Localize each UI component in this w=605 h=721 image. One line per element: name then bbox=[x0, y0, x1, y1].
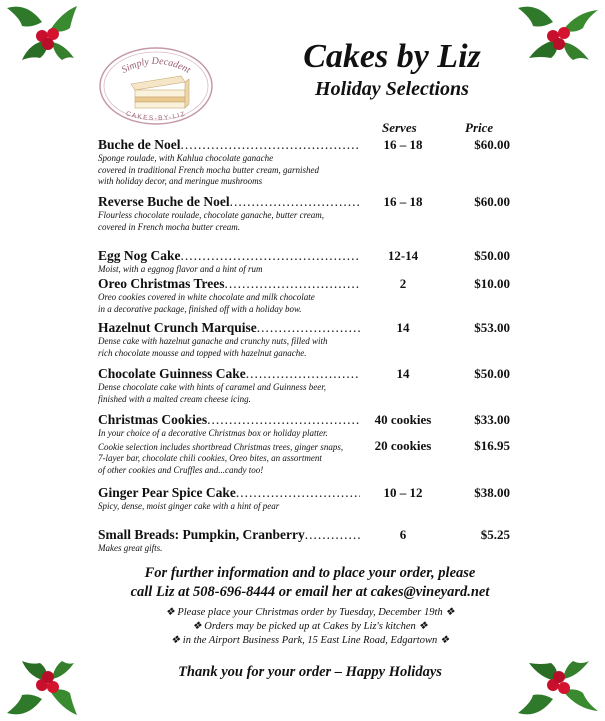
item-price: $33.00 bbox=[474, 412, 510, 427]
menu-item bbox=[98, 320, 518, 359]
item-price: $38.00 bbox=[474, 485, 510, 500]
item-name: Christmas Cookies bbox=[98, 412, 208, 427]
item-price: $50.00 bbox=[474, 248, 510, 263]
item-serves: 40 cookies bbox=[374, 412, 432, 427]
item-price: $50.00 bbox=[474, 366, 510, 381]
item-name: Reverse Buche de Noel bbox=[98, 194, 230, 209]
item-serves-alt: 20 cookies bbox=[374, 438, 432, 453]
item-name: Oreo Christmas Trees bbox=[98, 276, 225, 291]
item-serves: 2 bbox=[399, 276, 407, 291]
item-description: Oreo cookies covered in white chocolate and milk chocolate in a decorative package, finished off with a holiday bow. bbox=[98, 292, 315, 314]
svg-text:CAKES-BY-LIZ bbox=[125, 110, 187, 122]
item-price: $60.00 bbox=[474, 137, 510, 152]
menu-item bbox=[98, 248, 518, 276]
item-price: $10.00 bbox=[474, 276, 510, 291]
item-description: Sponge roulade, with Kahlua chocolate ganache covered in traditional French mocha butter cream, garnished with holiday decor, and meringue mushrooms bbox=[98, 153, 319, 186]
holly-decoration-icon bbox=[513, 0, 603, 72]
item-serves: 10 – 12 bbox=[383, 485, 423, 500]
item-serves: 6 bbox=[399, 527, 407, 542]
holly-decoration-icon bbox=[2, 0, 92, 72]
item-description: Spicy, dense, moist ginger cake with a hint of pear bbox=[98, 501, 280, 511]
menu-item bbox=[98, 276, 518, 315]
order-info: For further information and to place your order, please call Liz at 508-696-8444 or email her at cakes@vineyard.net bbox=[130, 565, 490, 600]
item-serves: 14 bbox=[396, 320, 410, 335]
logo-bottom-text: CAKES-BY-LIZ bbox=[125, 110, 187, 123]
cakes-by-liz-logo bbox=[97, 42, 215, 132]
thank-you-message: Thank you for your order – Happy Holidays bbox=[178, 664, 442, 680]
item-description: In your choice of a decorative Christmas box or holiday platter. Cookie selection includes shortbread Christmas trees, ginger snaps, 7-layer bar, chocolate chili cookies, Oreo bites, an assortment of other cookies and Cruffles and...candy too! bbox=[98, 428, 344, 475]
item-description: Makes great gifts. bbox=[98, 543, 163, 553]
page-title: Cakes by Liz bbox=[303, 38, 481, 75]
item-name: Small Breads: Pumpkin, Cranberry bbox=[98, 527, 305, 542]
item-description: Flourless chocolate roulade, chocolate ganache, butter cream, covered in French mocha butter cream. bbox=[98, 210, 325, 232]
item-price-alt: $16.95 bbox=[474, 438, 510, 453]
serves-column-header: Serves bbox=[382, 120, 417, 135]
item-description: Dense cake with hazelnut ganache and crunchy nuts, filled with rich chocolate mousse and topped with hazelnut ganache. bbox=[98, 336, 328, 358]
svg-text:Simply Decadent bbox=[120, 56, 192, 76]
menu-item bbox=[98, 527, 518, 555]
item-name: Ginger Pear Spice Cake bbox=[98, 485, 236, 500]
logo-top-text: Simply Decadent bbox=[119, 55, 193, 76]
page-subtitle: Holiday Selections bbox=[315, 78, 469, 100]
menu-item bbox=[98, 412, 518, 476]
menu-item bbox=[98, 366, 518, 405]
item-price: $5.25 bbox=[480, 527, 510, 542]
price-column-header: Price bbox=[465, 120, 494, 135]
item-price: $60.00 bbox=[474, 194, 510, 209]
menu-item bbox=[98, 194, 518, 233]
holly-decoration-icon bbox=[513, 649, 603, 721]
item-description: Dense chocolate cake with hints of caramel and Guinness beer, finished with a malted cream cheese icing. bbox=[98, 382, 326, 404]
item-description: Moist, with a eggnog flavor and a hint of rum bbox=[98, 264, 263, 274]
menu-item bbox=[98, 485, 518, 513]
item-price: $53.00 bbox=[474, 320, 510, 335]
item-name: Hazelnut Crunch Marquise bbox=[98, 320, 257, 335]
item-serves: 16 – 18 bbox=[383, 137, 423, 152]
item-name: Chocolate Guinness Cake bbox=[98, 366, 246, 381]
item-name: Buche de Noel bbox=[98, 137, 181, 152]
item-serves: 16 – 18 bbox=[383, 194, 423, 209]
holly-decoration-icon bbox=[2, 649, 92, 721]
item-serves: 12-14 bbox=[387, 248, 419, 263]
order-notes: ❖ Please place your Christmas order by Tuesday, December 19th ❖ ❖ Orders may be picked up at Cakes by Liz's kitchen ❖ ❖ in the Airport Business Park, 15 East Line Road, Edgartown ❖ bbox=[165, 607, 455, 646]
item-serves: 14 bbox=[396, 366, 410, 381]
menu-item bbox=[98, 137, 518, 188]
item-name: Egg Nog Cake bbox=[98, 248, 181, 263]
